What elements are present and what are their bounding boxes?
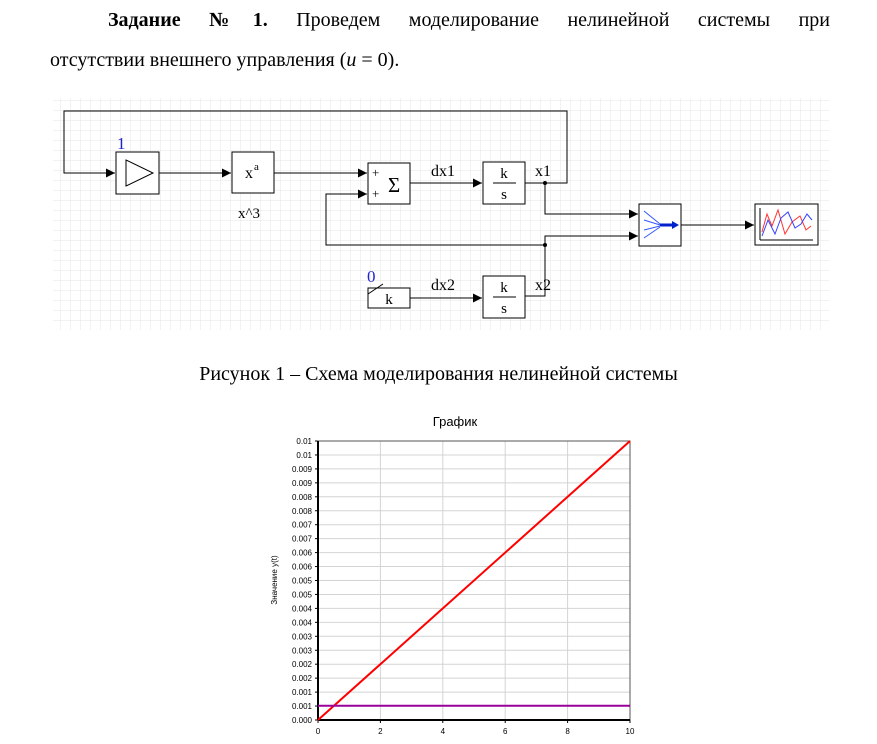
constant-label: k xyxy=(385,292,393,308)
gain-block[interactable] xyxy=(116,152,159,194)
task-heading: Задание №1. xyxy=(108,9,268,31)
y-tick-label: 0.006 xyxy=(291,562,312,572)
y-tick-label: 0.002 xyxy=(291,674,312,684)
y-tick-label: 0.008 xyxy=(291,506,312,516)
x-tick-label: 8 xyxy=(565,727,570,736)
scope-block[interactable] xyxy=(755,204,818,245)
figure-caption: Рисунок 1 – Схема моделирования нелинейной системы xyxy=(199,363,678,385)
math-variable: u xyxy=(346,49,357,71)
y-tick-label: 0.005 xyxy=(291,576,312,586)
chart xyxy=(262,408,642,744)
signal-dx1-label: dx1 xyxy=(431,163,455,180)
y-tick-label: 0.007 xyxy=(291,520,312,530)
y-tick-label: 0.008 xyxy=(291,492,312,502)
y-tick-label: 0.004 xyxy=(291,604,312,614)
y-tick-label: 0.000 xyxy=(291,716,312,725)
junction-x1 xyxy=(543,181,547,185)
x-tick-label: 0 xyxy=(315,727,321,736)
sum-plus-top: + xyxy=(372,165,380,180)
task-text-end: ). xyxy=(387,49,400,71)
y-tick-label: 0.001 xyxy=(291,702,312,712)
y-tick-label: 0.009 xyxy=(291,478,312,488)
power-block-label: x xyxy=(245,165,253,182)
chart-title: График xyxy=(432,414,478,429)
y-tick-label: 0.003 xyxy=(291,646,312,656)
x-tick-label: 6 xyxy=(502,727,508,736)
y-tick-label: 0.003 xyxy=(291,632,312,642)
chart-y-axis-label: Значение y(t) xyxy=(270,555,279,605)
constant-value: 0 xyxy=(367,267,376,286)
integrator2-denominator: s xyxy=(501,301,507,317)
power-block[interactable] xyxy=(232,152,274,193)
power-block-exponent: a xyxy=(254,161,259,173)
x-tick-label: 2 xyxy=(378,727,383,736)
sum-symbol: Σ xyxy=(388,173,401,197)
integrator1-denominator: s xyxy=(501,187,507,203)
sum-plus-bottom: + xyxy=(372,186,380,201)
mux-block[interactable] xyxy=(639,204,681,246)
math-rest: = 0 xyxy=(356,49,388,71)
y-tick-label: 0.01 xyxy=(296,450,312,460)
power-block-caption: x^3 xyxy=(238,206,261,222)
diagram-grid-background xyxy=(53,98,829,330)
y-tick-label: 0.004 xyxy=(291,618,312,628)
integrator1-numerator: k xyxy=(500,166,508,182)
gain-value: 1 xyxy=(117,134,126,153)
junction-x2 xyxy=(543,243,547,247)
x-tick-label: 4 xyxy=(440,727,446,736)
y-tick-label: 0.009 xyxy=(291,464,312,474)
y-tick-label: 0.006 xyxy=(291,548,312,558)
integrator2-numerator: k xyxy=(500,280,508,296)
y-tick-label: 0.01 xyxy=(296,437,312,446)
signal-x1-label: x1 xyxy=(535,163,551,180)
x-tick-label: 10 xyxy=(625,727,635,736)
y-tick-label: 0.001 xyxy=(291,688,312,698)
y-tick-label: 0.005 xyxy=(291,590,312,600)
y-tick-label: 0.007 xyxy=(291,534,312,544)
task-text2: отсутствии внешнего управления ( xyxy=(50,49,347,71)
y-tick-label: 0.002 xyxy=(291,660,312,670)
block-diagram xyxy=(0,0,877,340)
signal-dx2-label: dx2 xyxy=(431,277,455,294)
signal-x2-label: x2 xyxy=(535,277,551,294)
task-text1: Проведем моделирование нелинейной системы при xyxy=(267,9,830,31)
